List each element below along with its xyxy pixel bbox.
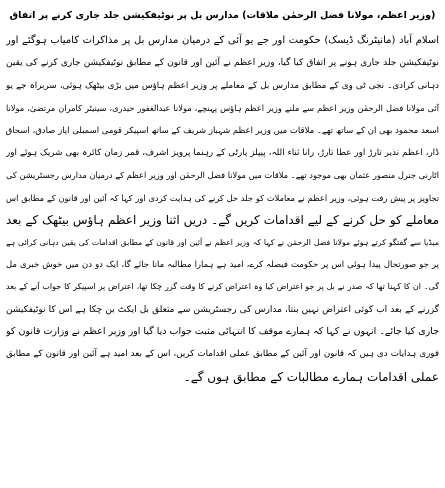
article-line: نوٹیفکیشن جلد جاری ہونے پر اتفاق کیا گیا، وزیر اعظم نے آئین اور قانون کے مطابق نوٹیفکیشن جاری کرنے کی یقین [6,58,439,69]
article-line: فوری ہدایات دی ہیں کہ قانون اور آئین کے مطابق عملی اقدامات کریں، اس کے بعد امید ہے آئین اور قانون کے مطابق [6,349,439,360]
article-line: اسلام آباد (مانیٹرنگ ڈیسک) حکومت اور جے یو آئی کے درمیان مدارس بل پر مذاکرات کامیاب ہوگئے اور [6,35,439,46]
article-line: تجاویز پر پیش رفت ہوئی، وزیر اعظم نے معاملات کو جلد حل کرنے کی ہدایت کردی اور کہا کہ آئین اور قانون کے مطابق اس [6,192,439,203]
article-line: معاملے کو حل کرنے کے لیے اقدامات کریں گے۔ دریں اثنا وزیر اعظم ہاؤس بیٹھک کے بعد [6,213,439,228]
article-line: اسعد محمود بھی ان کے ساتھ تھے۔ ملاقات میں وزیر اعظم شہباز شریف کے ساتھ اسپیکر قومی اسمبلی ایاز صادق، اسحاق [6,125,439,136]
article-line: گی۔ ان کا کہنا تھا کہ صدر نے بل پر جو اعتراض کیا وہ اعتراض کرنے کا وقت گزر چکا تھا، اعتراض پر اسپیکر کا جواب آنے کے بعد [6,282,439,292]
article-body [6,30,439,388]
article-line: عملی اقدامات ہمارے مطالبات کے مطابق ہوں گے۔ [183,369,439,384]
article-line: جاری کیا جائے۔ انہوں نے کہا کہ ہمارے موقف کا انتہائی مثبت جواب دیا گیا اور وزیر اعظم نے وزارت قانون کو [6,326,439,338]
article-line: میڈیا سے گفتگو کرتے ہوئے مولانا فضل الرحمٰن نے کہا کہ وزیر اعظم نے آئین اور قانون کے مطابق اقدامات کی یقین دہانی کرائی ہے [6,237,439,247]
article-headline: (وزیر اعظم، مولانا فضل الرحمٰن ملاقات) مدارس بل پر نوٹیفکیشن جلد جاری کرنے پر اتفاق [9,10,436,21]
article-line: ڈار، اعظم نذیر تارڑ اور عطا تارڑ، رانا ثناء اللہ، پیپلز پارٹی کے رہنما پرویز اشرف، قمر زمان کائرہ بھی شریک ہوئے اور [6,147,439,158]
article-line: آئی مولانا فضل الرحمٰن وزیر اعظم سے ملنے وزیر اعظم ہاؤس پہنچے، مولانا عبدالغفور حیدری، سینیٹر کامران مرتضیٰ، مولانا [6,103,439,114]
article-line: اٹارنی جنرل منصور عثمان بھی موجود تھے۔ ملاقات میں مولانا فضل الرحمٰن اور وزیر اعظم کے درمیان مدارس رجسٹریشن کی [6,170,439,181]
article-line: دہانی کرادی۔ نجی ٹی وی کے مطابق مدارس بل کے معاملے پر وزیر اعظم ہاؤس میں بڑی بیٹھک ہوئی، سربراہ جے یو [6,80,439,91]
article-line: پر جو صورتحال پیدا ہوئی اس پر حکومت فیصلہ کرے، امید ہے ہمارا مطالبہ مانا جائے گا، ایک دو دن میں خوش خبری مل [6,259,439,270]
article-line: گزرنے کے بعد اب کوئی اعتراض نہیں بنتا، مدارس کی رجسٹریشن سے متعلق بل ایکٹ بن چکا ہے اس کا نوٹیفکیشن [6,304,439,315]
